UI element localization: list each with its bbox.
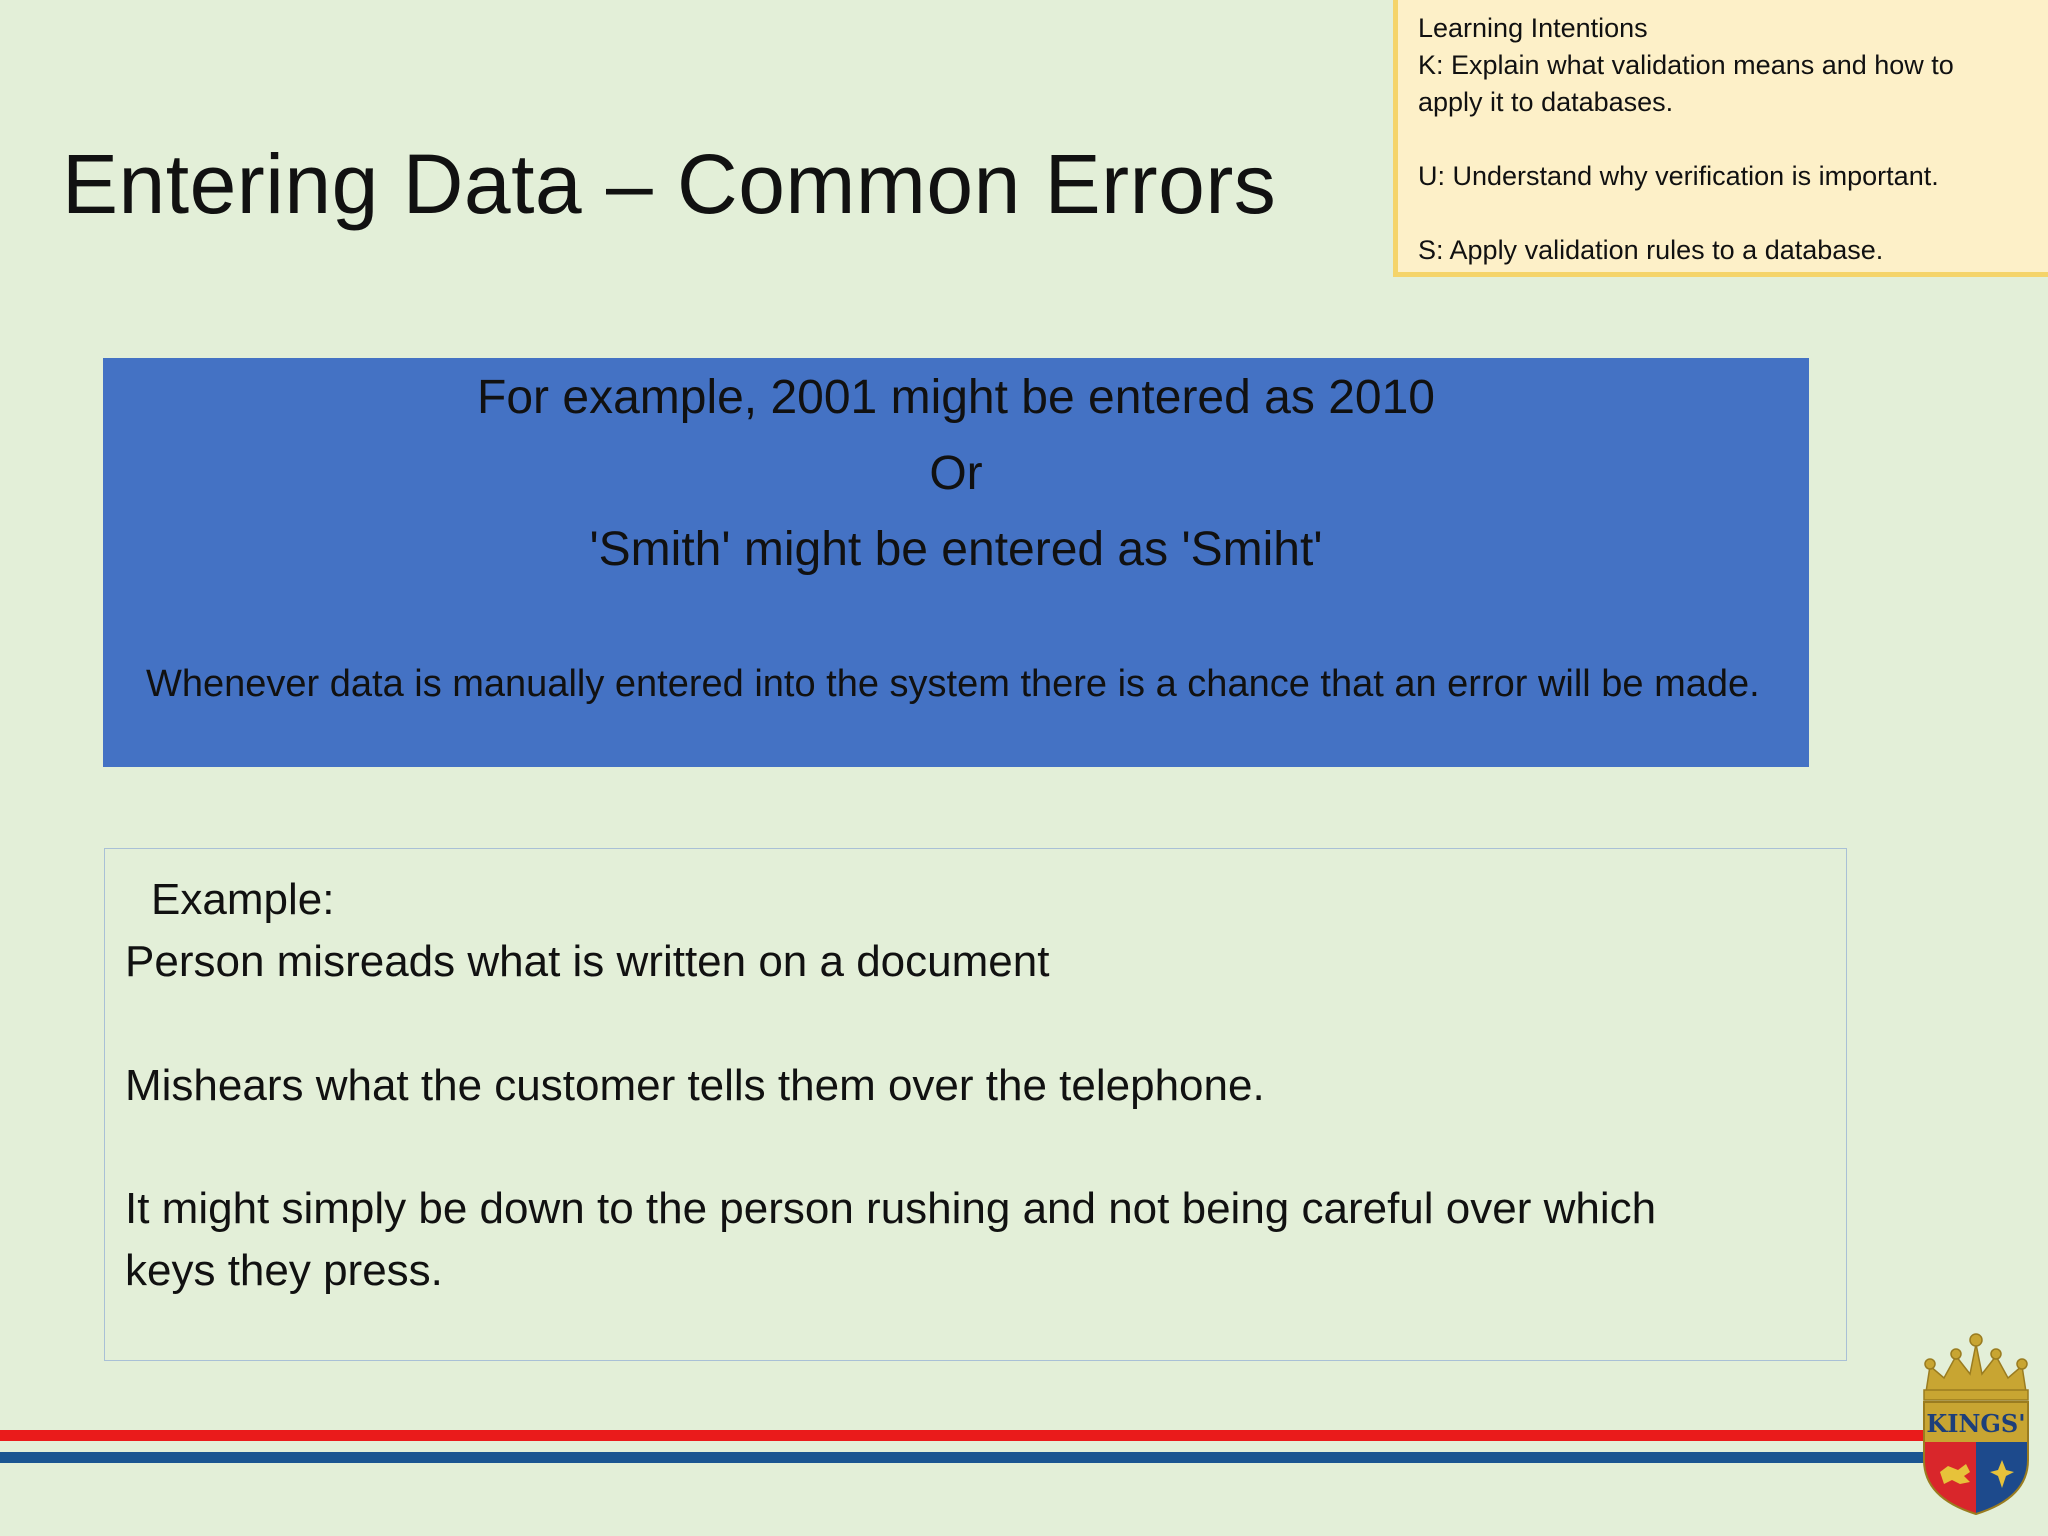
example-rushing-line2: keys they press. — [125, 1246, 443, 1295]
example-date-error: For example, 2001 might be entered as 2010 — [477, 371, 1435, 424]
example-misreads: Person misreads what is written on a document — [125, 937, 1050, 986]
knowledge-intention-line1: K: Explain what validation means and how to — [1418, 50, 1954, 80]
spacer — [1418, 195, 2034, 232]
example-name-error: 'Smith' might be entered as 'Smiht' — [589, 523, 1323, 576]
crown-icon — [1924, 1334, 2028, 1400]
spacer — [1418, 121, 2034, 158]
crest-text: KINGS' — [1926, 1409, 2026, 1438]
manual-entry-note: Whenever data is manually entered into the system there is a chance that an error will be made. — [146, 663, 1760, 705]
example-rushing-line1: It might simply be down to the person rushing and not being careful over which — [125, 1184, 1657, 1233]
knowledge-intention-line2: apply it to databases. — [1418, 87, 1674, 117]
footer-blue-stripe — [0, 1452, 1930, 1463]
learning-intentions-box — [1393, 0, 2048, 277]
example-errors-box — [103, 358, 1809, 767]
examples-list-box — [104, 848, 1847, 1361]
skill-intention: S: Apply validation rules to a database. — [1418, 235, 1884, 265]
examples-label: Example: — [151, 875, 335, 924]
footer-red-stripe — [0, 1430, 1930, 1441]
example-mishears: Mishears what the customer tells them over the telephone. — [125, 1061, 1265, 1110]
learning-intentions-heading: Learning Intentions — [1418, 13, 1648, 43]
kings-crest-logo — [1918, 1330, 2034, 1518]
understanding-intention: U: Understand why verification is important. — [1418, 161, 1939, 191]
example-or-text: Or — [929, 447, 983, 500]
slide-title: Entering Data – Common Errors — [62, 137, 1277, 231]
